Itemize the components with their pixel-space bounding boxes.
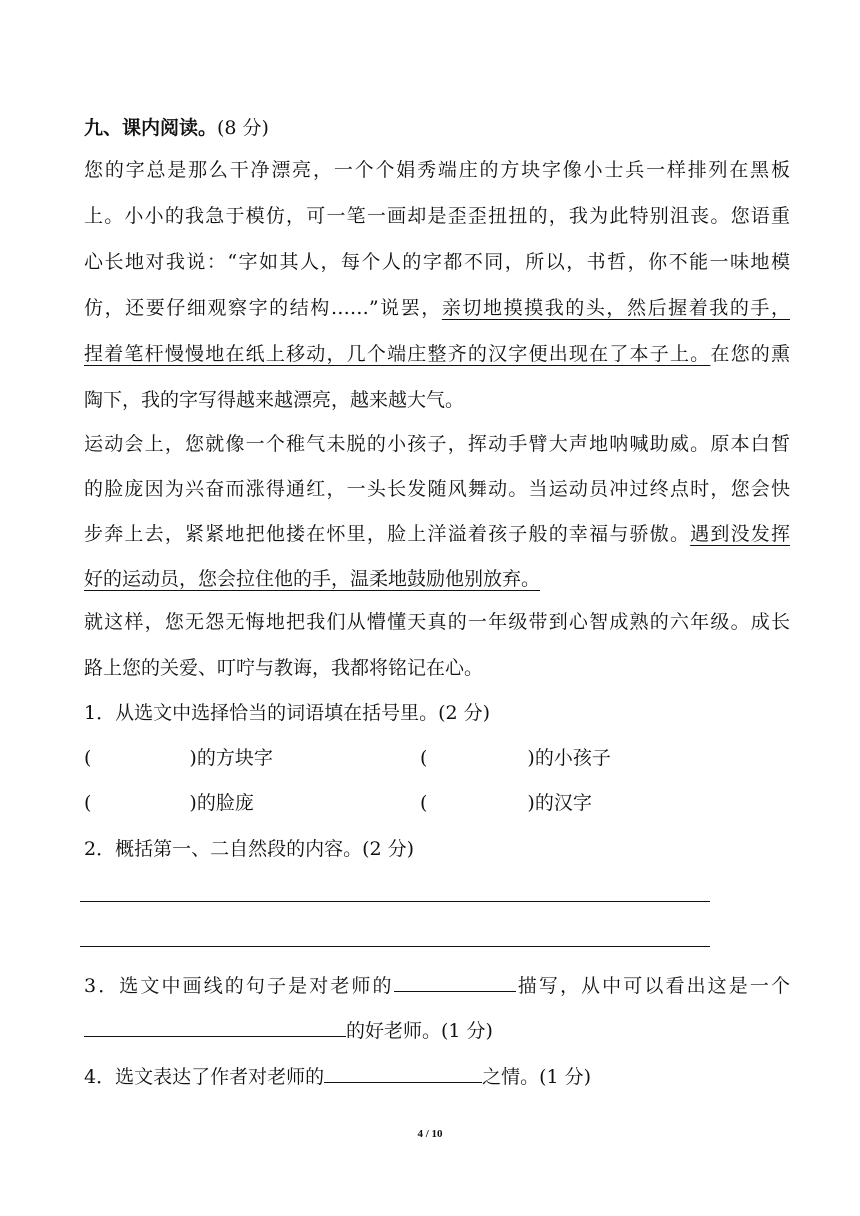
section-score: (8 分) [217,117,269,139]
question-4-text: 4．选文表达了作者对老师的 [84,1066,325,1088]
item-text: 的方块字 [196,747,273,769]
underlined-sentence: 遇到没发挥 [690,523,790,545]
close-paren: ) [189,747,197,769]
question-1-item [420,745,611,771]
answer-blank[interactable] [324,1062,482,1083]
question-1-item [420,790,592,816]
open-paren: ( [84,747,92,769]
question-3-line [84,1016,790,1044]
close-paren: ) [527,792,535,814]
passage-line [84,295,790,321]
passage-line: 陶下，我的字写得越来越漂亮，越来越大气。 [84,389,465,411]
passage-line: 运动会上，您就像一个稚气未脱的小孩子，挥动手臂大声地呐喊助威。原本白皙 [84,433,790,455]
answer-blank[interactable] [394,971,516,992]
passage-line: 心长地对我说：“字如其人，每个人的字都不同，所以，书哲，你不能一味地模 [84,251,790,273]
passage-text: 在您的熏 [710,343,790,365]
item-text: 的脸庞 [196,792,254,814]
passage-line: 上。小小的我急于模仿，可一笔一画却是歪歪扭扭的，我为此特别沮丧。您语重 [84,205,790,227]
underlined-sentence: 亲切地摸摸我的头，然后握着我的手， [441,297,790,319]
question-3-text: 的好老师。(1 分) [346,1020,493,1042]
question-4-text: 之情。(1 分) [482,1066,592,1088]
passage-line [84,521,790,547]
section-title-text: 九、课内阅读。 [84,117,218,139]
question-2-stem: 2．概括第一、二自然段的内容。(2 分) [84,838,415,860]
open-paren: ( [420,792,428,814]
passage-line: 的脸庞因为兴奋而涨得通红，一头长发随风舞动。当运动员冲过终点时，您会快 [84,478,790,500]
answer-line[interactable] [80,901,710,902]
underlined-sentence: 好的运动员，您会拉住他的手，温柔地鼓励他别放弃。 [84,568,541,590]
question-1-item [84,745,273,771]
question-1-stem: 1．从选文中选择恰当的词语填在括号里。(2 分) [84,702,491,724]
section-title [84,115,790,141]
passage-line [84,341,790,367]
question-3-text: 描写，从中可以看出这是一个 [515,975,790,997]
close-paren: ) [527,747,535,769]
item-text: 的汉字 [534,792,592,814]
underlined-sentence: 捏着笔杆慢慢地在纸上移动，几个端庄整齐的汉字便出现在了本子上。 [84,343,711,365]
question-1-item [84,790,254,816]
answer-line[interactable] [80,946,710,947]
passage-text: 步奔上去，紧紧地把他搂在怀里，脸上洋溢着孩子般的幸福与骄傲。 [84,523,691,545]
passage-line: 路上您的关爱、叮咛与教诲，我都将铭记在心。 [84,657,484,679]
question-4-line [84,1062,790,1090]
open-paren: ( [84,792,92,814]
question-3-text: 3．选文中画线的句子是对老师的 [84,975,394,997]
answer-blank[interactable] [84,1016,346,1037]
item-text: 的小孩子 [534,747,611,769]
passage-line: 就这样，您无怨无悔地把我们从懵懂天真的一年级带到心智成熟的六年级。成长 [84,611,790,633]
passage-text: 仿，还要仔细观察字的结构……”说罢， [84,297,442,319]
passage-line [84,566,790,592]
page-number: 4 / 10 [417,1128,443,1140]
open-paren: ( [420,747,428,769]
question-3-line [84,971,790,999]
passage-line: 您的字总是那么干净漂亮，一个个娟秀端庄的方块字像小士兵一样排列在黑板 [84,159,790,181]
close-paren: ) [189,792,197,814]
